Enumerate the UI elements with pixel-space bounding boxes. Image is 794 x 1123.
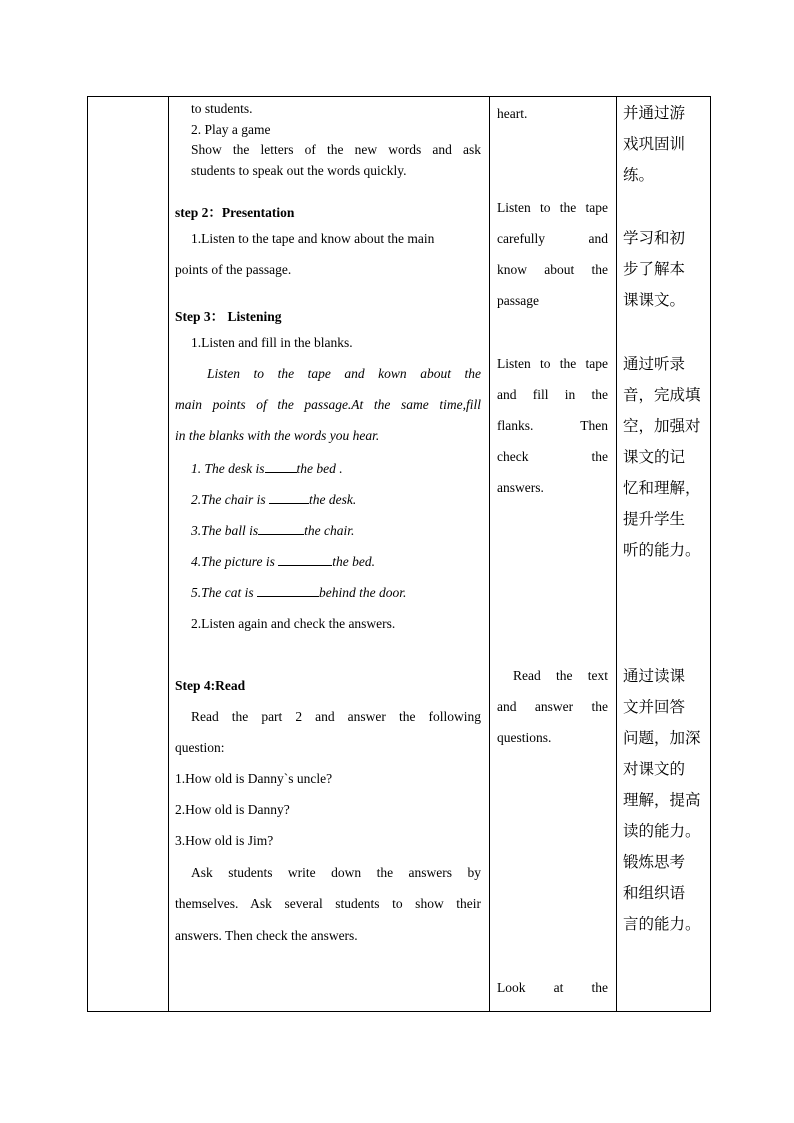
purpose-line: 音，完成填 — [623, 386, 701, 404]
step3-check: 2.Listen again and check the answers. — [191, 616, 396, 631]
blank-after: behind the door. — [319, 585, 407, 600]
purpose-line: 对课文的 — [623, 760, 686, 778]
student-listen-4: passage — [497, 293, 539, 308]
blank-sentence — [191, 584, 406, 601]
purpose-line: 听的能力。 — [623, 541, 701, 559]
blank-line — [257, 584, 319, 597]
blank-after: the bed. — [332, 554, 375, 569]
game-title: 2. Play a game — [191, 122, 271, 137]
blank-line — [278, 553, 332, 566]
purpose-line: 问题，加深 — [623, 729, 701, 747]
blank-after: the chair. — [304, 523, 355, 538]
question-item: 1.How old is Danny`s uncle? — [175, 771, 333, 786]
student-read-1: Read the text — [513, 668, 608, 683]
question-item: 2.How old is Danny? — [175, 802, 290, 817]
question-item: 3.How old is Jim? — [175, 833, 274, 848]
student-fill-4: check the — [497, 449, 608, 464]
student-fill-1: Listen to the tape — [497, 356, 608, 371]
game-desc-2: students to speak out the words quickly. — [191, 163, 407, 178]
purpose-line: 练。 — [623, 166, 655, 184]
step2-line1: 1.Listen to the tape and know about the main — [191, 231, 435, 246]
game-desc-1: Show the letters of the new words and ask — [191, 142, 481, 157]
purpose-line: 并通过游 — [623, 104, 686, 122]
step3-heading: Step 3： Listening — [175, 309, 282, 324]
blank-sentence — [191, 522, 354, 539]
activities-column — [169, 97, 490, 1012]
blank-before: 4.The picture is — [191, 554, 279, 569]
blank-before: 1. The desk is — [191, 461, 265, 476]
blank-line — [269, 491, 309, 504]
student-read-3: questions. — [497, 730, 552, 745]
student-heart: heart. — [497, 106, 528, 121]
step4-ask-2: themselves. Ask several students to show their — [175, 896, 481, 911]
blank-before: 3.The ball is — [191, 523, 259, 538]
purpose-line: 学习和初 — [623, 229, 686, 247]
student-activity-column — [490, 97, 617, 1012]
step3-instruction-3: in the blanks with the words you hear. — [175, 428, 380, 443]
student-fill-2: and fill in the — [497, 387, 608, 402]
step4-ask-1: Ask students write down the answers by — [191, 865, 481, 880]
blank-line — [265, 460, 297, 473]
student-fill-5: answers. — [497, 480, 544, 495]
purpose-line: 理解，提高 — [623, 791, 701, 809]
student-listen-1: Listen to the tape — [497, 200, 608, 215]
blank-after: the desk. — [309, 492, 357, 507]
purpose-line: 通过听录 — [623, 355, 686, 373]
blank-sentence — [191, 491, 356, 508]
purpose-line: 锻炼思考 — [623, 853, 686, 871]
step3-instruction-2: main points of the passage.At the same time,fill — [175, 397, 481, 412]
blank-before: 2.The chair is — [191, 492, 270, 507]
blank-sentence — [191, 553, 375, 570]
purpose-line: 和组织语 — [623, 884, 686, 902]
step4-ask-3: answers. Then check the answers. — [175, 928, 358, 943]
lesson-table — [87, 96, 711, 1012]
purpose-line: 提升学生 — [623, 510, 686, 528]
purpose-line: 言的能力。 — [623, 915, 701, 933]
purpose-line: 空，加强对 — [623, 417, 701, 435]
student-read-2: and answer the — [497, 699, 608, 714]
blank-line — [258, 522, 304, 535]
blank-sentence — [191, 460, 343, 477]
step4-instruction-1: Read the part 2 and answer the following — [191, 709, 481, 724]
purpose-line: 课课文。 — [623, 291, 686, 309]
step2-heading: step 2：Presentation — [175, 205, 295, 220]
purpose-line: 忆和理解， — [623, 479, 701, 497]
step3-instruction-1: Listen to the tape and kown about the — [207, 366, 481, 381]
stage-column — [88, 97, 169, 1012]
student-listen-2: carefully and — [497, 231, 608, 246]
purpose-line: 步了解本 — [623, 260, 686, 278]
step2-line2: points of the passage. — [175, 262, 292, 277]
student-look: Look at the — [497, 980, 608, 995]
blank-before: 5.The cat is — [191, 585, 257, 600]
intro-tail: to students. — [191, 101, 253, 116]
blank-after: the bed . — [296, 461, 343, 476]
purpose-column — [617, 97, 711, 1012]
step4-instruction-2: question: — [175, 740, 225, 755]
step4-heading: Step 4:Read — [175, 678, 246, 693]
student-listen-3: know about the — [497, 262, 608, 277]
purpose-line: 通过读课 — [623, 667, 686, 685]
student-fill-3: flanks. Then — [497, 418, 608, 433]
purpose-line: 文并回答 — [623, 698, 686, 716]
purpose-line: 课文的记 — [623, 448, 686, 466]
purpose-line: 读的能力。 — [623, 822, 701, 840]
purpose-line: 戏巩固训 — [623, 135, 686, 153]
step3-task: 1.Listen and fill in the blanks. — [191, 335, 353, 350]
